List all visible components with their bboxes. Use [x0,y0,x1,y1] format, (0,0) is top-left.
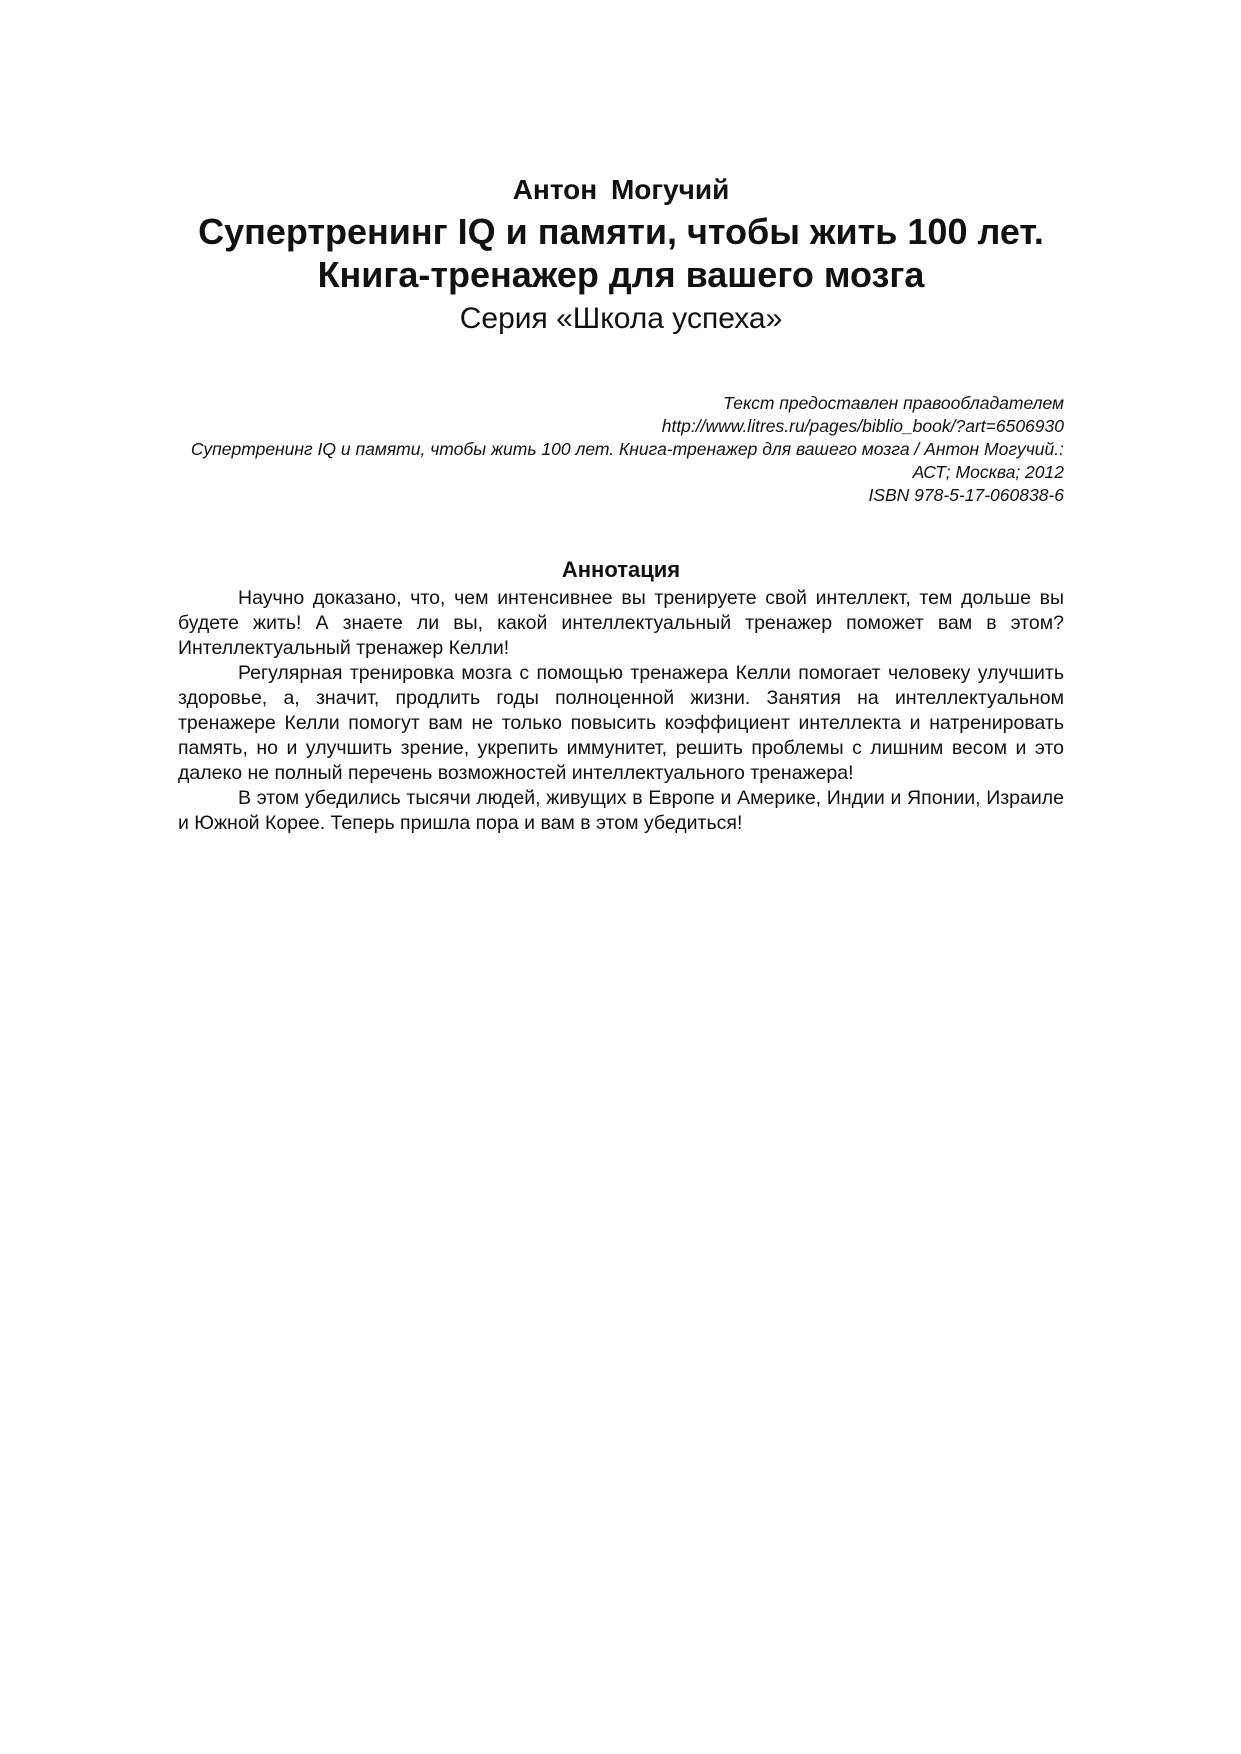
rights-holder-note: Текст предоставлен правообладателем [723,393,1064,413]
bibliographic-citation: Супертренинг IQ и памяти, чтобы жить 100 лет. Книга-тренажер для вашего мозга / Антон Могучий.: АСТ; Москва; 2012 [190,439,1064,482]
series-name: Серия «Школа успеха» [459,302,783,335]
annotation-paragraph: Научно доказано, что, чем интенсивнее вы тренируете свой интеллект, тем дольше вы будете жить! А знаете ли вы, какой интеллектуальный тренажер поможет вам в этом? Интеллектуальный тренажер Келли! [178,587,1064,659]
isbn: ISBN 978-5-17-060838-6 [868,485,1064,505]
book-title: Супертренинг IQ и памяти, чтобы жить 100 лет. Книга-тренажер для вашего мозга [198,211,1044,295]
annotation-section [178,556,1064,836]
annotation-heading: Аннотация [561,557,681,582]
title-block [178,172,1064,338]
publication-info [178,392,1064,507]
source-url: http://www.litres.ru/pages/biblio_book/?art=6506930 [661,416,1064,436]
author-name: Антон Могучий [512,174,730,205]
annotation-paragraph: Регулярная тренировка мозга с помощью тренажера Келли помогает человеку улучшить здоровье, а, значит, продлить годы полноценной жизни. Занятия на интеллектуальном тренажере Келли помогут вам не только повысить коэффициент интеллекта и натренировать память, но и улучшить зрение, укрепить иммунитет, решить проблемы с лишним весом и это далеко не полный перечень возможностей интеллектуального тренажера! [178,662,1064,784]
annotation-paragraph: В этом убедились тысячи людей, живущих в Европе и Америке, Индии и Японии, Израиле и Южной Корее. Теперь пришла пора и вам в этом убедиться! [178,787,1064,834]
